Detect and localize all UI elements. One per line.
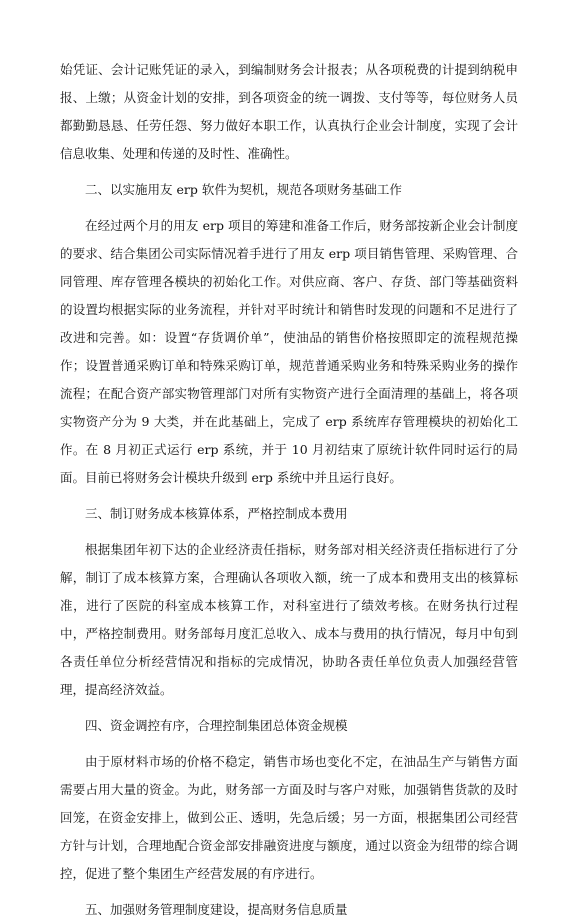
section-heading-5: 五、加强财务管理制度建设，提高财务信息质量 — [85, 902, 348, 917]
paragraph-erp-implementation: 在经过两个月的用友 erp 项目的筹建和准备工作后，财务部按新企业会计制度的要求、结合集团公司实际情况着手进行了用友 erp 项目销售管理、采购管理、合同管理、库存管理各模块的初始化工作。对供应商、客户、存货、部门等基础资料的设置均根据实际的业务流程，并针对平时统计和销售时发现的问题和不足进行了改进和完善。如：设置“存货调价单”，使油品的销售价格按照即定的流程规范操作；设置普通采购订单和特殊采购订单，规范普通采购业务和特殊采购业务的操作流程；在配合资产部实物管理部门对所有实物资产进行全面清理的基础上，将各项实物资产分为 9 大类，并在此基础上，完成了 erp 系统库存管理模块的初始化工作。在 8 月初正式运行 erp 系统，并于 10 月初结束了原统计软件同时运行的局面。目前已将财务会计模块升级到 erp 系统中并且运行良好。 — [60, 218, 518, 485]
section-heading-2: 二、以实施用友 erp 软件为契机，规范各项财务基础工作 — [85, 182, 402, 197]
section-heading-4: 四、资金调控有序，合理控制集团总体资金规模 — [85, 718, 348, 733]
paragraph-cost-control: 根据集团年初下达的企业经济责任指标，财务部对相关经济责任指标进行了分解，制订了成本核算方案，合理确认各项收入额，统一了成本和费用支出的核算标准，进行了医院的科室成本核算工作，对科室进行了绩效考核。在财务执行过程中，严格控制费用。财务部每月度汇总收入、成本与费用的执行情况，每月中旬到各责任单位分析经营情况和指标的完成情况，协助各责任单位负责人加强经营管理，提高经济效益。 — [60, 542, 518, 697]
section-heading-3: 三、制订财务成本核算体系，严格控制成本费用 — [85, 506, 348, 521]
paragraph-fund-control: 由于原材料市场的价格不稳定，销售市场也变化不定，在油品生产与销售方面需要占用大量的资金。为此，财务部一方面及时与客户对账，加强销售货款的及时回笼，在资金安排上，做到公正、透明，先急后缓；另一方面，根据集团公司经营方针与计划，合理地配合资金部安排融资进度与额度，通过以资金为纽带的综合调控，促进了整个集团生产经营发展的有序进行。 — [60, 754, 518, 881]
paragraph-intro-continued: 始凭证、会计记账凭证的录入，到编制财务会计报表；从各项税费的计提到纳税申报、上缴；从资金计划的安排，到各项资金的统一调拨、支付等等，每位财务人员都勤勤恳恳、任劳任怨、努力做好本职工作，认真执行企业会计制度，实现了会计信息收集、处理和传递的及时性、准确性。 — [60, 62, 518, 161]
